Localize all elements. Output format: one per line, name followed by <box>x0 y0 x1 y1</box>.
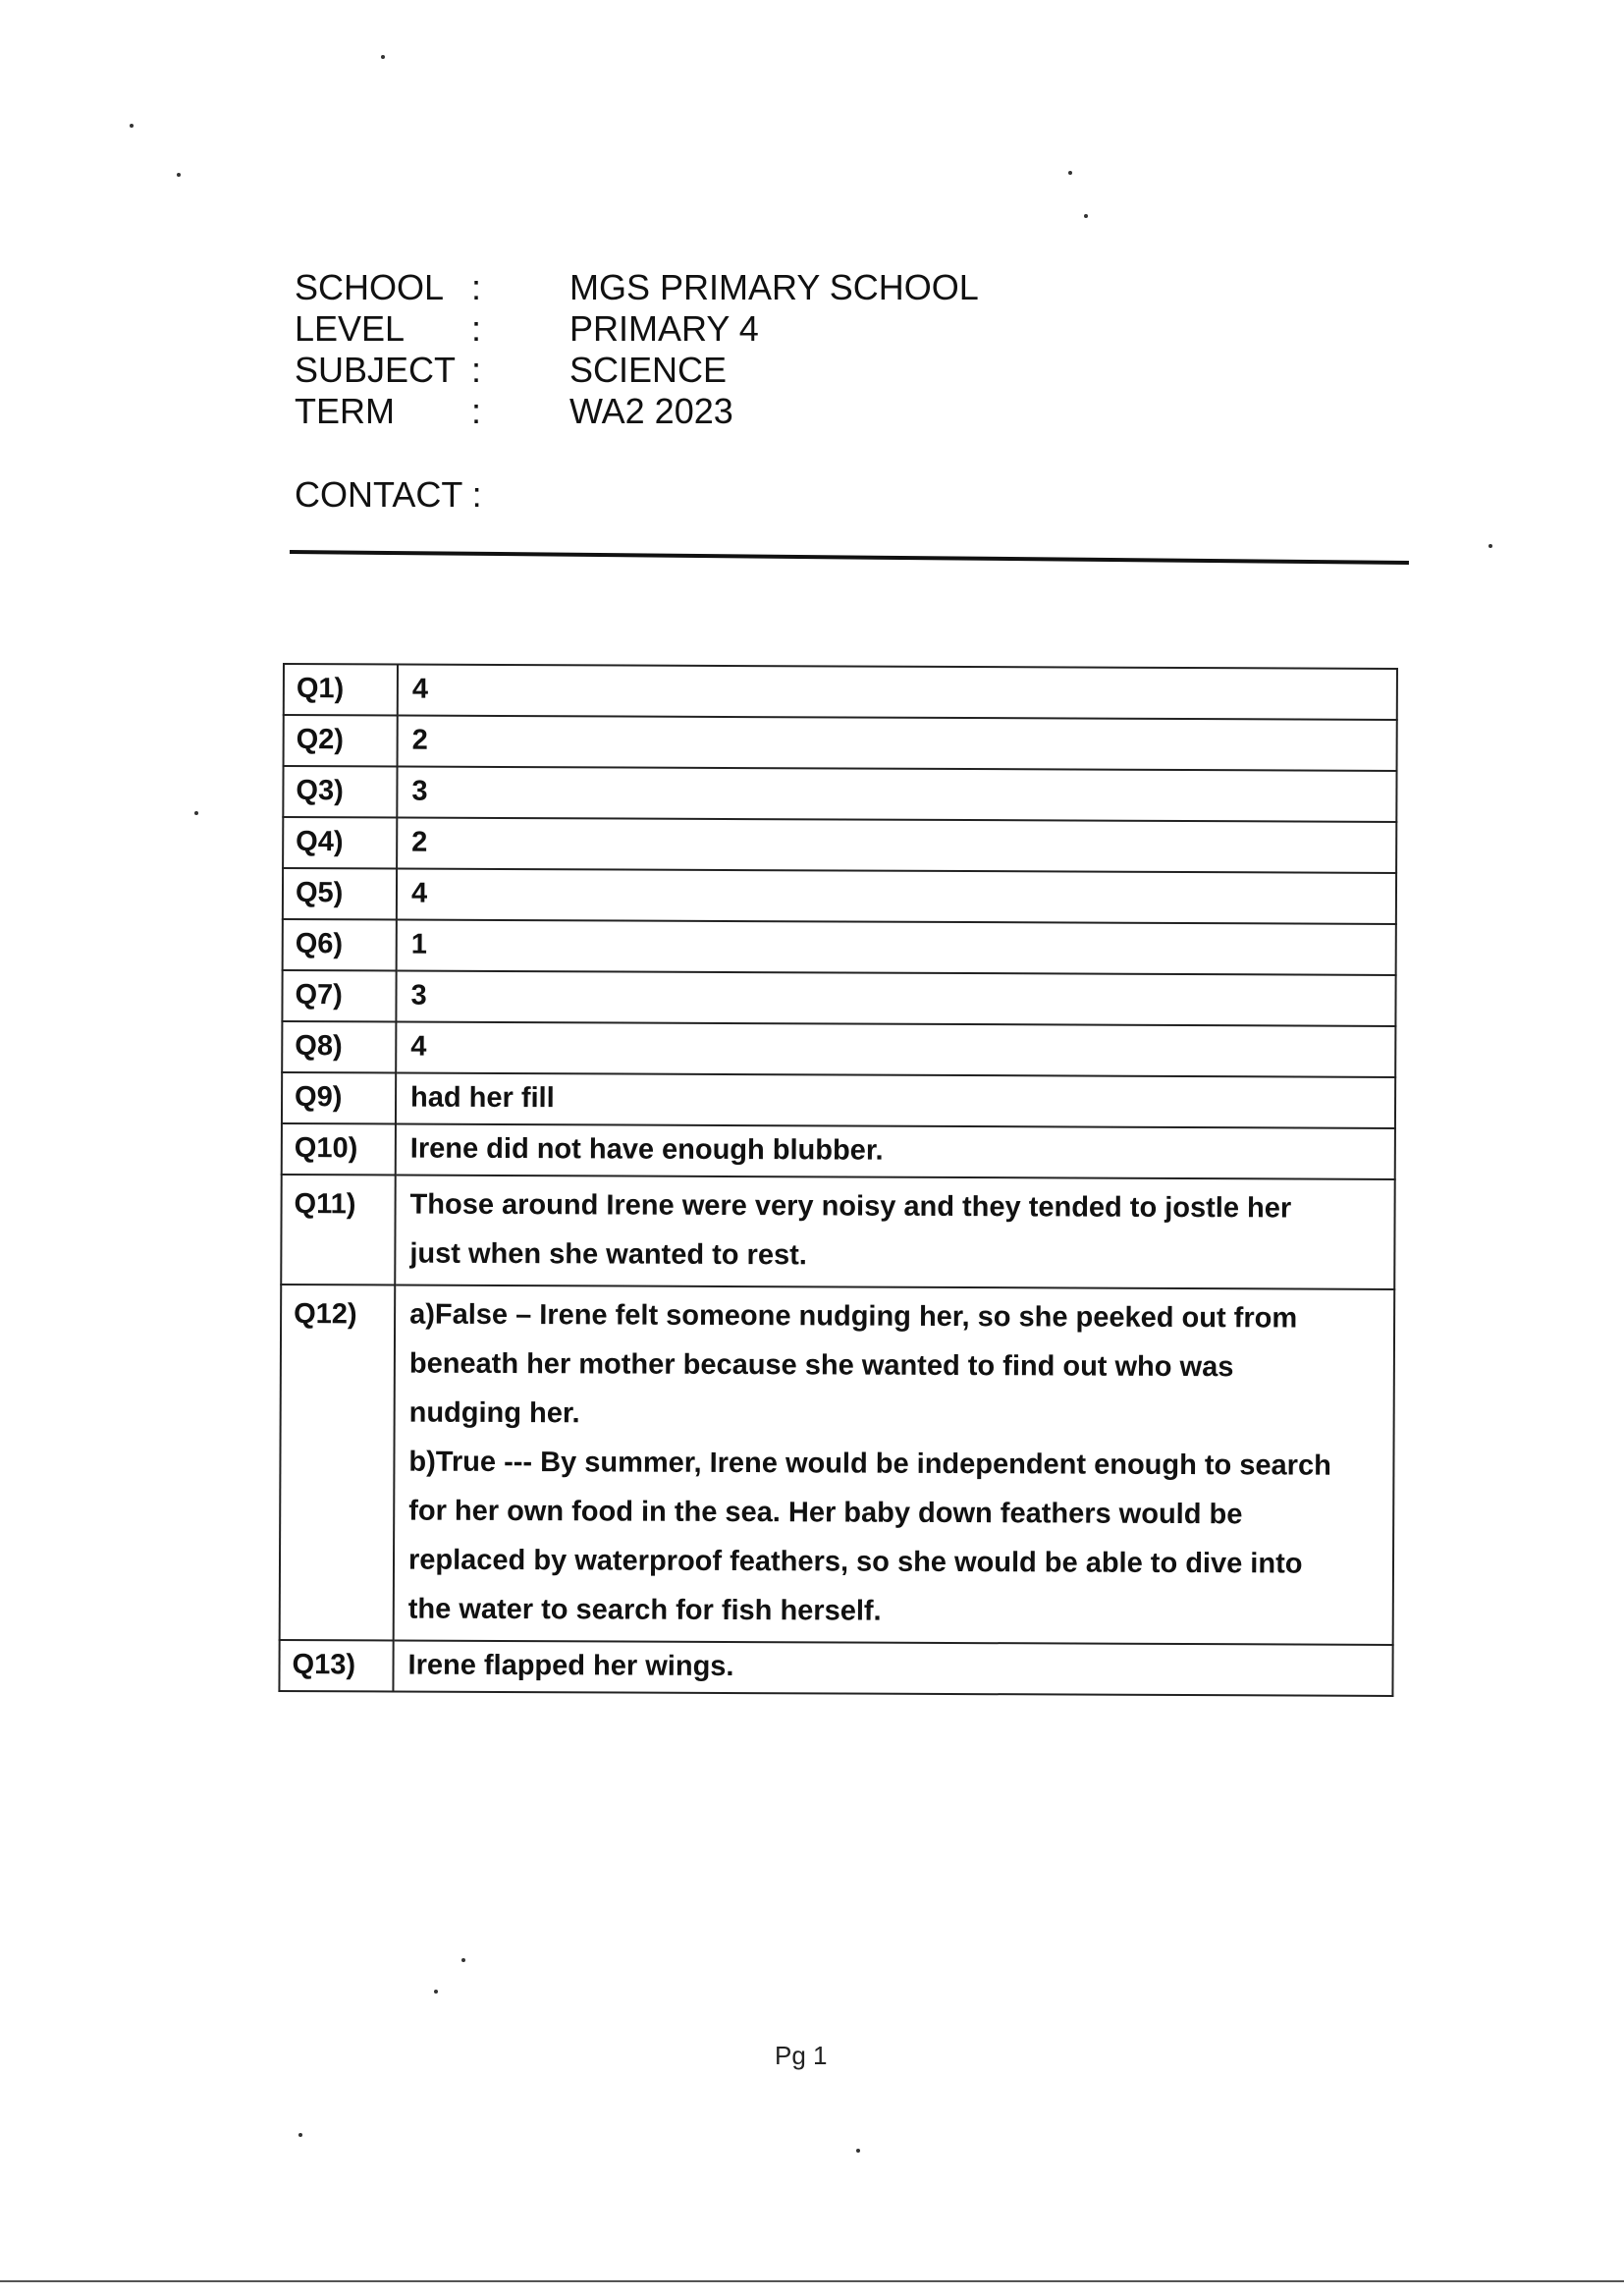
table-row <box>282 1072 1395 1128</box>
school-colon: : <box>471 267 482 307</box>
answer-cell <box>396 1073 1395 1128</box>
answer-cell <box>396 1022 1395 1077</box>
scan-speck <box>130 124 134 128</box>
term-colon: : <box>471 391 482 431</box>
question-number: Q2) <box>284 715 398 767</box>
answer-cell <box>397 869 1396 924</box>
table-row <box>284 664 1397 720</box>
answer-text: had her fill <box>410 1081 555 1115</box>
header-row-level <box>295 308 1424 350</box>
level-colon: : <box>471 308 482 349</box>
answer-cell <box>395 1175 1394 1289</box>
question-number: Q12) <box>280 1285 396 1641</box>
answer-cell <box>393 1641 1392 1696</box>
answer-cell <box>398 665 1397 720</box>
page-number: Pg 1 <box>775 2041 828 2070</box>
answer-cell <box>396 1124 1395 1179</box>
table-row <box>280 1285 1395 1645</box>
question-number: Q9) <box>282 1072 396 1124</box>
answer-text: Those around Irene were very noisy and they tended to jostle her <box>409 1188 1292 1225</box>
header-block <box>295 267 1424 432</box>
scan-speck <box>856 2149 860 2153</box>
answer-text: Irene did not have enough blubber. <box>409 1132 884 1167</box>
term-value: WA2 2023 <box>569 391 733 431</box>
bottom-edge-line <box>0 2280 1624 2282</box>
question-number: Q8) <box>282 1021 396 1073</box>
answer-text: Irene flapped her wings. <box>407 1649 734 1683</box>
question-number: Q10) <box>282 1123 396 1175</box>
table-row <box>283 919 1396 975</box>
table-row <box>282 1123 1395 1179</box>
answer-text: the water to search for fish herself. <box>407 1593 882 1627</box>
question-number: Q13) <box>279 1640 393 1692</box>
answer-text: a)False – Irene felt someone nudging her, so she peeked out from <box>409 1298 1298 1335</box>
subject-colon: : <box>471 350 482 390</box>
answer-text: for her own food in the sea. Her baby down feathers would be <box>408 1495 1243 1531</box>
question-number: Q3) <box>283 766 397 818</box>
scan-speck <box>298 2133 302 2137</box>
answer-cell <box>396 971 1395 1026</box>
subject-label: SUBJECT <box>295 350 457 390</box>
answer-text: just when she wanted to rest. <box>409 1237 807 1272</box>
scan-speck <box>434 1990 438 1994</box>
contact-label: CONTACT : <box>295 474 482 515</box>
answer-text: 1 <box>410 928 427 960</box>
question-number: Q6) <box>283 919 397 971</box>
question-number: Q7) <box>282 970 396 1022</box>
scan-speck <box>381 55 385 59</box>
level-value: PRIMARY 4 <box>569 308 759 349</box>
answer-cell <box>397 920 1396 975</box>
question-number: Q4) <box>283 817 397 869</box>
answer-text: 2 <box>411 724 428 756</box>
table-row <box>283 766 1396 822</box>
scan-speck <box>1068 171 1072 175</box>
scan-speck <box>461 1958 465 1962</box>
answer-cell <box>394 1285 1395 1645</box>
answer-cell <box>397 818 1396 873</box>
table-row <box>282 1021 1395 1077</box>
answer-text: 4 <box>411 673 429 705</box>
answer-table <box>278 663 1398 1697</box>
answer-text: replaced by waterproof feathers, so she would be able to dive into <box>407 1544 1303 1580</box>
answer-cell <box>397 767 1396 822</box>
scan-speck <box>177 173 181 177</box>
table-row <box>283 817 1396 873</box>
table-row <box>282 970 1395 1026</box>
answer-cell <box>398 716 1397 771</box>
table-row <box>281 1175 1394 1289</box>
table-row <box>279 1640 1392 1696</box>
answer-text: nudging her. <box>408 1396 580 1430</box>
header-row-subject <box>295 350 1424 391</box>
answer-text: 3 <box>411 775 428 807</box>
answer-text: 2 <box>411 826 428 858</box>
question-number: Q1) <box>284 664 398 716</box>
term-label: TERM <box>295 391 395 431</box>
scan-speck <box>194 811 198 815</box>
answer-text: 4 <box>410 877 428 909</box>
answer-text: 3 <box>410 979 427 1011</box>
level-label: LEVEL <box>295 308 406 349</box>
header-row-term <box>295 391 1424 432</box>
table-row <box>283 868 1396 924</box>
table-row <box>284 715 1397 771</box>
school-value: MGS PRIMARY SCHOOL <box>569 267 979 307</box>
question-number: Q5) <box>283 868 397 920</box>
school-label: SCHOOL <box>295 267 445 307</box>
question-number: Q11) <box>281 1175 395 1285</box>
answer-text: 4 <box>410 1030 427 1063</box>
answer-text: beneath her mother because she wanted to find out who was <box>408 1347 1234 1384</box>
scan-speck <box>1489 544 1492 548</box>
scan-speck <box>1084 214 1088 218</box>
answer-text: b)True --- By summer, Irene would be independent enough to search <box>408 1446 1331 1482</box>
subject-value: SCIENCE <box>569 350 728 390</box>
header-divider <box>290 550 1409 565</box>
header-row-school <box>295 267 1424 308</box>
